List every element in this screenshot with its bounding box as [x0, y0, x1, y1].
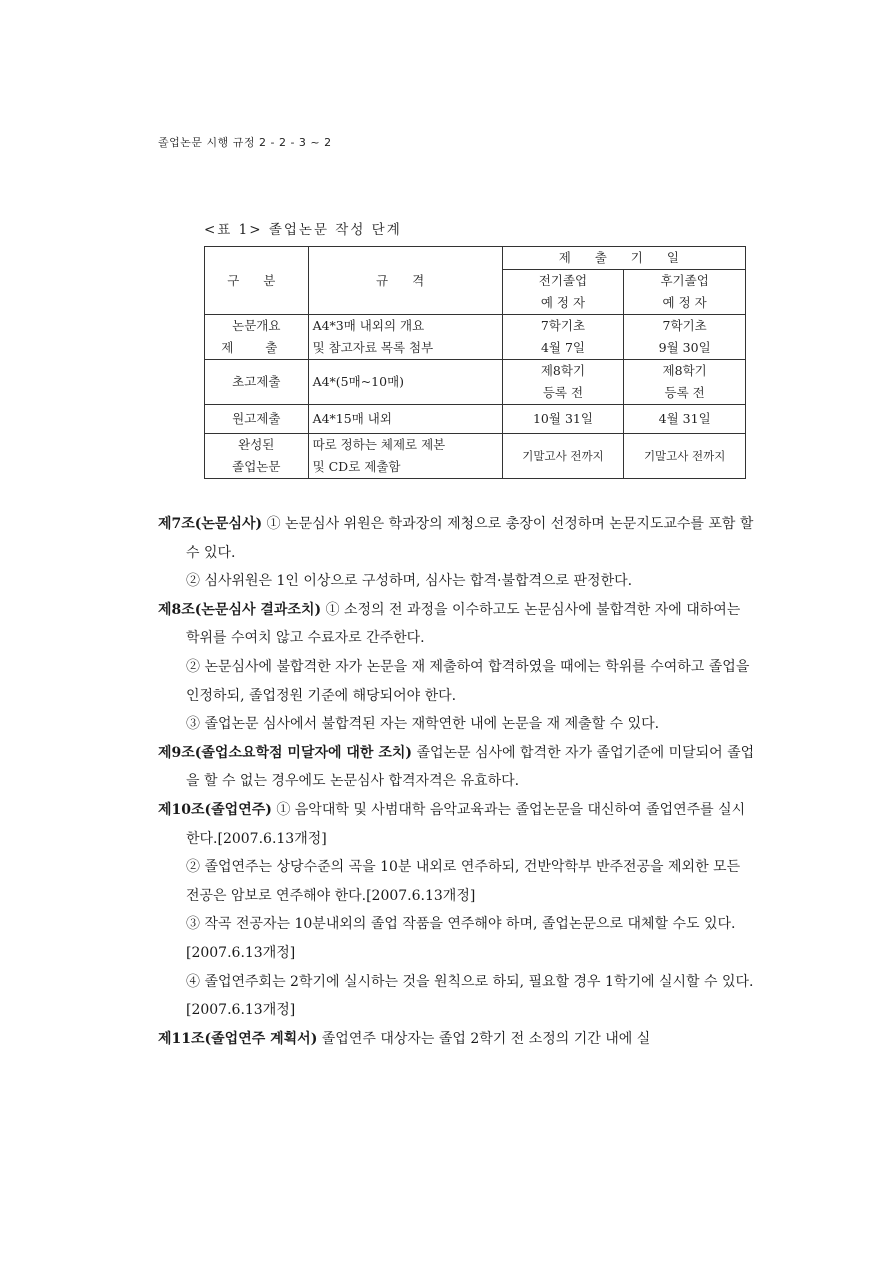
row1-early-line1: 7학기초 — [540, 318, 586, 333]
row3-early: 10월 31일 — [502, 405, 624, 434]
article-8-para-2: ② 논문심사에 불합격한 자가 논문을 재 제출하여 합격하였을 때에는 학위를 수여하고 졸업을 인정하되, 졸업정원 기준에 해당되어야 한다. — [186, 658, 750, 704]
row2-late — [624, 360, 746, 405]
row4-spec-line2: 및 CD로 제출함 — [312, 459, 401, 474]
article-9-title: 제9조(졸업소요학점 미달자에 대한 조치) — [158, 744, 412, 761]
row2-early-line1: 제8학기 — [540, 363, 586, 378]
header-late-line1: 후기졸업 — [660, 273, 709, 288]
table-caption: <표 1> 졸업논문 작성 단계 — [204, 222, 402, 238]
article-10-para-4: ④ 졸업연주회는 2학기에 실시하는 것을 원칙으로 하되, 필요할 경우 1학기에 실시할 수 있다.[2007.6.13개정] — [186, 973, 754, 1019]
table-row — [205, 315, 746, 360]
row2-early-line2: 등록 전 — [542, 385, 584, 400]
row4-early: 기말고사 전까지 — [502, 434, 624, 479]
article-11-text-1: 졸업연주 대상자는 졸업 2학기 전 소정의 기간 내에 실 — [321, 1030, 651, 1047]
row1-gubun-line1: 논문개요 — [232, 318, 281, 333]
header-late-line2: 예 정 자 — [662, 295, 707, 310]
row4-gubun-line1: 완성된 — [238, 437, 275, 452]
row4-spec — [308, 434, 502, 479]
row1-late — [624, 315, 746, 360]
row1-gubun-line2: 제 출 — [221, 340, 292, 355]
articles-body — [158, 510, 758, 1053]
row1-early — [502, 315, 624, 360]
row2-late-line1: 제8학기 — [662, 363, 707, 378]
table-row — [205, 434, 746, 479]
row2-spec: A4*(5매~10매) — [308, 360, 502, 405]
article-9-para-1 — [158, 739, 758, 796]
row1-spec-line2: 및 참고자료 목록 첨부 — [312, 340, 434, 355]
article-8-para-1 — [158, 596, 758, 653]
article-9-text-1: 졸업논문 심사에 합격한 자가 졸업기준에 미달되어 졸업을 할 수 없는 경우에도 논문심사 합격자격은 유효하다. — [186, 744, 755, 790]
header-gubun: 구 분 — [205, 247, 309, 315]
row4-late: 기말고사 전까지 — [624, 434, 746, 479]
header-late — [624, 270, 746, 315]
page-header: 졸업논문 시행 규정 2 - 2 - 3 ~ 2 — [158, 136, 332, 149]
row2-late-line2: 등록 전 — [664, 385, 705, 400]
thesis-steps-table — [204, 246, 746, 479]
row4-spec-line1: 따로 정하는 체제로 제본 — [312, 437, 446, 452]
row1-late-line2: 9월 30일 — [658, 340, 711, 355]
table-row — [205, 360, 746, 405]
article-8-text-1: ① 소정의 전 과정을 이수하고도 논문심사에 불합격한 자에 대하여는 학위를 수여치 않고 수료자로 간주한다. — [186, 601, 741, 647]
article-10-text-1: ① 음악대학 및 사범대학 음악교육과는 졸업논문을 대신하여 졸업연주를 실시한다.[2007.6.13개정] — [186, 801, 746, 847]
table-row — [205, 405, 746, 434]
row3-late: 4월 31일 — [624, 405, 746, 434]
article-10-title: 제10조(졸업연주) — [158, 801, 272, 818]
article-10-para-2: ② 졸업연주는 상당수준의 곡을 10분 내외로 연주하되, 건반악학부 반주전공을 제외한 모든 전공은 암보로 연주해야 한다.[2007.6.13개정] — [186, 859, 741, 904]
article-7-para-2: ② 심사위원은 1인 이상으로 구성하며, 심사는 합격·불합격으로 판정한다. — [186, 573, 633, 590]
article-10-para-3: ③ 작곡 전공자는 10분내외의 졸업 작품을 연주해야 하며, 졸업논문으로 대체할 수도 있다.[2007.6.13개정] — [186, 916, 736, 961]
table-header-row — [205, 247, 746, 270]
article-8-para-3: ③ 졸업논문 심사에서 불합격된 자는 재학연한 내에 논문을 재 제출할 수 있다. — [186, 716, 660, 733]
row1-spec — [308, 315, 502, 360]
header-early-line2: 예 정 자 — [540, 295, 586, 310]
row3-gubun: 원고제출 — [205, 405, 309, 434]
article-7-title: 제7조(논문심사) — [158, 516, 263, 532]
header-early — [502, 270, 624, 315]
row1-late-line1: 7학기초 — [662, 318, 707, 333]
row1-early-line2: 4월 7일 — [540, 340, 585, 355]
article-11-para-1 — [158, 1025, 758, 1054]
row1-spec-line1: A4*3매 내외의 개요 — [312, 318, 425, 333]
row2-gubun: 초고제출 — [205, 360, 309, 405]
row4-gubun — [205, 434, 309, 479]
article-7-para-1 — [158, 510, 758, 567]
article-10-para-1 — [158, 796, 758, 853]
row1-gubun — [205, 315, 309, 360]
header-spec: 규 격 — [308, 247, 502, 315]
row3-spec: A4*15매 내외 — [308, 405, 502, 434]
row2-early — [502, 360, 624, 405]
header-early-line1: 전기졸업 — [538, 273, 588, 288]
article-11-title: 제11조(졸업연주 계획서) — [158, 1030, 318, 1047]
header-deadline: 제 출 기 일 — [502, 247, 745, 270]
article-7-text-1: ① 논문심사 위원은 학과장의 제청으로 총장이 선정하며 논문지도교수를 포함 할 수 있다. — [186, 516, 754, 561]
article-8-title: 제8조(논문심사 결과조치) — [158, 601, 322, 618]
row4-gubun-line2: 졸업논문 — [232, 459, 281, 474]
